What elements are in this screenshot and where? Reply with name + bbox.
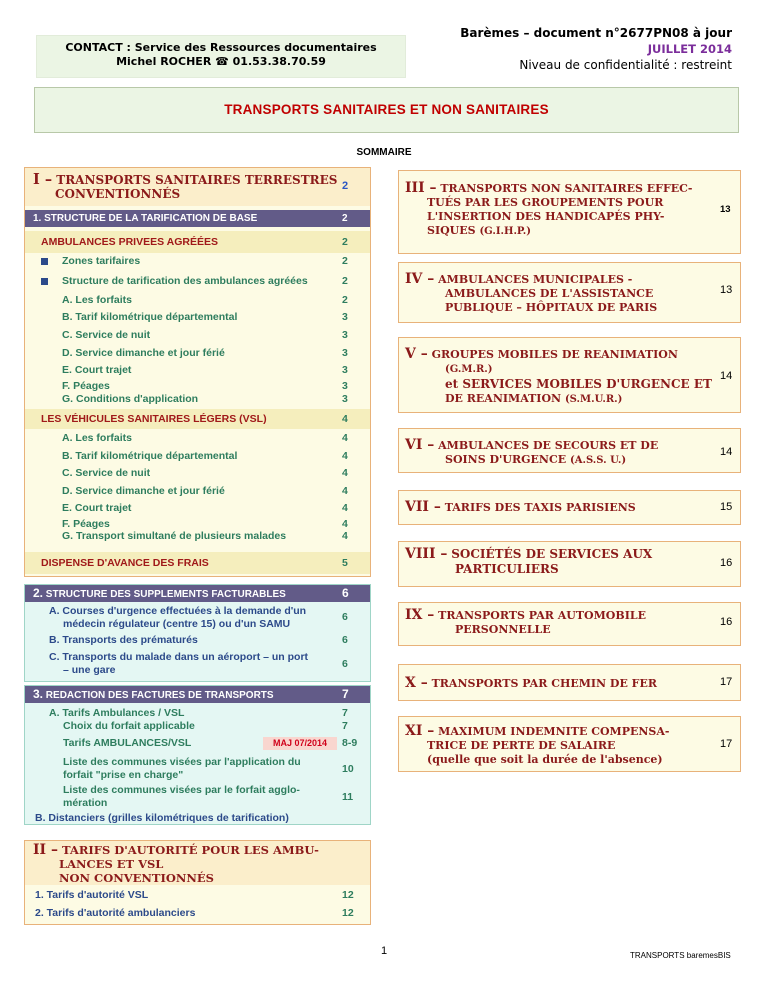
section-I-panel: [24, 167, 371, 577]
vsl-header[interactable]: LES VÉHICULES SANITAIRES LÉGERS (VSL) 4: [25, 409, 370, 429]
sommaire-heading: SOMMAIRE: [356, 147, 412, 158]
ambulances-agreees-header[interactable]: AMBULANCES PRIVEES AGRÉÉES 2: [25, 231, 370, 253]
toc-item[interactable]: D. Service dimanche et jour férié 3: [62, 347, 348, 359]
distanciers-item[interactable]: B. Distanciers (grilles kilométriques de tarification): [35, 812, 289, 824]
section-I-page: 2: [342, 180, 349, 192]
toc-item[interactable]: Liste des communes visées par l'application du forfait "prise en charge" 10: [63, 756, 354, 781]
page-number: 1: [380, 945, 388, 957]
toc-item[interactable]: A. Les forfaits 2: [62, 294, 348, 306]
section-X-box[interactable]: X – TRANSPORTS PAR CHEMIN DE FER 17: [398, 664, 741, 701]
section-VI-box[interactable]: VI – AMBULANCES DE SECOURS ET DE SOINS D'URGENCE (A.S.S. U.) 14: [398, 428, 741, 473]
toc-item[interactable]: G. Transport simultané de plusieurs malades 4: [62, 530, 348, 542]
toc-item[interactable]: 2. Tarifs d'autorité ambulanciers 12: [35, 907, 354, 919]
contact-line2: Michel ROCHER ☎ 01.53.38.70.59: [116, 55, 326, 68]
page-title: TRANSPORTS SANITAIRES ET NON SANITAIRES: [34, 87, 739, 133]
toc-item[interactable]: C. Service de nuit 3: [62, 329, 348, 341]
toc-item[interactable]: B. Tarif kilométrique départemental 4: [62, 450, 348, 462]
document-date: JUILLET 2014: [647, 42, 732, 56]
toc-item[interactable]: A. Courses d'urgence effectuées à la demande d'un médecin régulateur (centre 15) ou d'un SAMU 6: [49, 605, 348, 630]
toc-item[interactable]: Tarifs AMBULANCES/VSL 8-9: [63, 737, 358, 749]
section-III-box[interactable]: III – TRANSPORTS NON SANITAIRES EFFEC- TUÉS PAR LES GROUPEMENTS POUR L'INSERTION DES HANDICAPÉS PHY- SIQUES (G.I.H.P.) 13: [398, 170, 741, 254]
section-IX-box[interactable]: IX – TRANSPORTS PAR AUTOMOBILE PERSONNELLE 16: [398, 602, 741, 646]
section-II-header[interactable]: [25, 841, 370, 885]
supplements-bar[interactable]: 2. STRUCTURE DES SUPPLEMENTS FACTURABLES 6: [25, 585, 370, 602]
document-title: Barèmes – document n°2677PN08 à jour: [460, 26, 732, 40]
toc-item[interactable]: Liste des communes visées par le forfait agglo- mération 11: [63, 784, 354, 809]
toc-item[interactable]: C. Service de nuit 4: [62, 467, 348, 479]
section-II-title: II – TARIFS D'AUTORITÉ POUR LES AMBU- LANCES ET VSL NON CONVENTIONNÉS: [33, 842, 319, 885]
section-VIII-box[interactable]: VIII – SOCIÉTÉS DE SERVICES AUX PARTICULIERS 16: [398, 541, 741, 587]
toc-item[interactable]: G. Conditions d'application 3: [62, 393, 348, 405]
section-IV-box[interactable]: IV – AMBULANCES MUNICIPALES - AMBULANCES DE L'ASSISTANCE PUBLIQUE – HÔPITAUX DE PARIS 13: [398, 262, 741, 323]
toc-item[interactable]: B. Transports des prématurés 6: [49, 634, 348, 646]
factures-bar[interactable]: 3. REDACTION DES FACTURES DE TRANSPORTS 7: [25, 686, 370, 703]
contact-box: [36, 35, 406, 78]
dispense-header[interactable]: DISPENSE D'AVANCE DES FRAIS 5: [25, 552, 370, 574]
section-II-panel: [24, 840, 371, 925]
struct-base-bar[interactable]: 1. STRUCTURE DE LA TARIFICATION DE BASE 2: [25, 210, 370, 227]
document-info: [412, 25, 732, 73]
toc-item[interactable]: A. Les forfaits 4: [62, 432, 348, 444]
section-I-title: I – TRANSPORTS SANITAIRES TERRESTRES CONVENTIONNÉS: [33, 171, 338, 201]
section-I-header[interactable]: [25, 168, 370, 206]
toc-item[interactable]: Structure de tarification des ambulances agréées 2: [62, 275, 348, 287]
toc-item[interactable]: E. Court trajet 3: [62, 364, 348, 376]
toc-item[interactable]: 1. Tarifs d'autorité VSL 12: [35, 889, 354, 901]
toc-item[interactable]: C. Transports du malade dans un aéroport – un port – une gare 6: [49, 651, 348, 676]
section-3-panel: [24, 685, 371, 825]
toc-item[interactable]: A. Tarifs Ambulances / VSL Choix du forfait applicable 7 7: [49, 707, 348, 732]
toc-item[interactable]: B. Tarif kilométrique départemental 3: [62, 311, 348, 323]
contact-line1: CONTACT : Service des Ressources documentaires: [65, 41, 377, 54]
toc-item[interactable]: E. Court trajet 4: [62, 502, 348, 514]
section-XI-box[interactable]: XI – MAXIMUM INDEMNITE COMPENSA- TRICE DE PERTE DE SALAIRE (quelle que soit la durée de l'absence) 17: [398, 716, 741, 772]
toc-item[interactable]: F. Péages 3: [62, 380, 348, 392]
section-2-panel: [24, 584, 371, 682]
toc-item[interactable]: Zones tarifaires 2: [62, 255, 348, 267]
maj-badge: MAJ 07/2014: [263, 737, 337, 750]
toc-item[interactable]: D. Service dimanche et jour férié 4: [62, 485, 348, 497]
file-name: TRANSPORTS baremesBIS: [630, 951, 731, 960]
confidentiality-level: Niveau de confidentialité : restreint: [519, 58, 732, 72]
toc-item[interactable]: F. Péages 4: [62, 518, 348, 530]
section-V-box[interactable]: V – GROUPES MOBILES DE REANIMATION (G.M.R.) et SERVICES MOBILES D'URGENCE ET DE REANIMATION (S.M.U.R.) 14: [398, 337, 741, 413]
section-VII-box[interactable]: VII – TARIFS DES TAXIS PARISIENS 15: [398, 490, 741, 525]
